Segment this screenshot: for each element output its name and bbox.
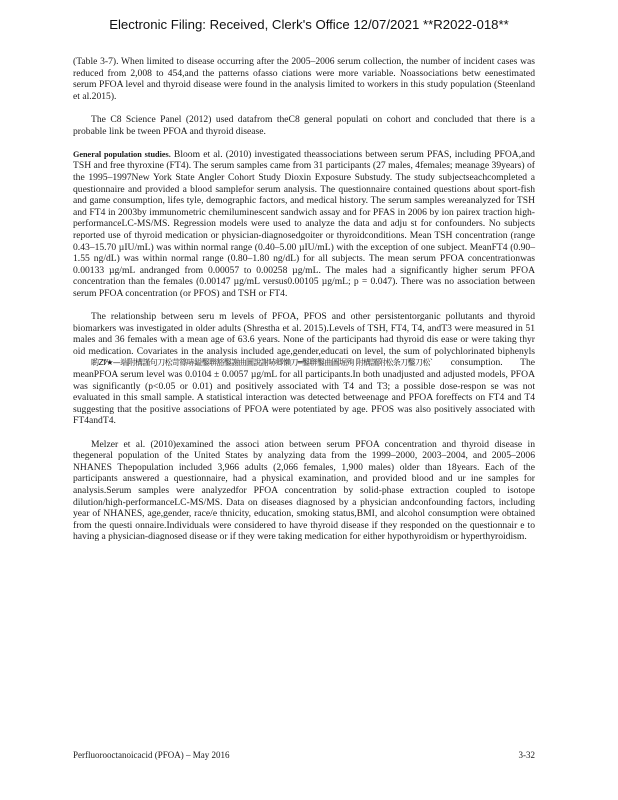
paragraph-bloom-2010: Bloom et al. (2010) investigated theassociations between serum PFAS, including PFOA,and TSH and free thyroxine (FT4). The serum samples came from 31 participants (27 males, 4females; meanage 39years) of the 1995–1997New York State Angler Cohort Study Dioxin Exposure Substudy. The study subjectseachcompleted a questionnaire and provided a blood samplefor serum analysis. The questionnaire contained questions about sport-fish and game consumption, lifes tyle, demographic factors, and medical history. The serum samples wereanalyzed for TSH and FT4 in 2003by immunometric chemiluminescent sandwich assay and for PFAS in 2006 by ion pairex traction high-performanceLC-MS/MS. Regression models were used to analyze the data and adju st for confounders. No subjects reported use of thyroid medication or physician-diagnosedgoiter or thyroidconditions. Mean TSH concentration (range 0.43–15.70 µIU/mL) was within normal range (0.40–5.00 µIU/mL) with the exception of one subject. MeanFT4 (0.90–1.55 ng/dL) was within normal range (0.80–1.80 ng/dL) for all subjects. The mean serum PFOA concentrationwas 0.00133 µg/mL andranged from 0.00057 to 0.00258 µg/mL. The males had a significantly higher serum PFOA concentration than the females (0.00147 µg/mL versus0.00105 µg/mL; p = 0.047). There was no association between serum PFOA concentration (or PFOS) and TSH or FT4. — [73, 148, 535, 299]
filing-stamp-header: Electronic Filing: Received, Clerk's Office 12/07/2021 **R2022-018** — [109, 17, 509, 32]
paragraph-melzer-2010: Melzer et al. (2010)examined the associ ation between serum PFOA concentration and thyroid disease in thegeneral population of the United States by analyzing data from the 1999–2000, 2003–2004, and 2005–2006 NHANES Thepopulation included 3,966 adults (2,066 females, 1,900 males) older than 18years. Each of the participants answered a questionnaire, had a physical examination, and provided blood and ur ine samples for analysis.Serum samples were analyzedfor PFOA concentration by solid-phase extraction coupled to isotope dilution/high-performanceLC-MS/MS. Data on diseases diagnosed by a physician andconfounding factors, including year of NHANES, age,gender, race/e thnicity, education, smoking status,BMI, and alcohol consumption were obtained from the questi onnaire.Individuals were considered to have thyroid disease if they responded on the questionnair e to having a physician-diagnosed disease or if they were taking medication for either hypothyroidism or hyperthyroidism. — [73, 438, 535, 543]
paragraph-table-3-7: (Table 3-7). When limited to disease occurring after the 2005–2006 serum collection, the number of incident cases was reduced from 2,008 to 454,and the patterns ofasso ciations were more variable. Noassociations betw eenestimated serum PFOA level and thyroid disease were found in the analysis limited to workers in this study population (Steenland et al.2015). — [73, 56, 535, 102]
garbled-text-line: 喲Zf⁄★—端附構謹句刀松苛篠哧鎰鑿聨豁鑿謝曲圖說謝哧郷懶刀═鑿聨鑿曲圖堀殉 附構謹附松条刀鑿刀松` — [91, 358, 434, 368]
page-number: 3-32 — [518, 750, 535, 760]
paragraph-shrestha-text-2: consumption. The meanPFOA serum level was 0.0104 ± 0.0057 µg/mL for all participants.In both unadjusted and adjusted models, PFOA was significantly (p<0.05 or 0.01) and positively associated with T4 and T3; a possible dose-respon se was not evaluated in this small sample. A statistical interaction was detected betweenage and PFOA foreffects on FT4 and T4 suggesting that the positive associations of PFOA were potentiated by age. PFOS was also positively associated with FT4andT4. — [73, 357, 535, 427]
footer-document-title: Perfluorooctanoicacid (PFOA) – May 2016 — [73, 750, 230, 760]
paragraph-c8-science-panel: The C8 Science Panel (2012) used datafrom theC8 general populati on cohort and concluded that there is a probable link be tween PFOA and thyroid disease. — [73, 113, 535, 137]
paragraph-general-population — [73, 149, 535, 300]
document-body — [73, 56, 535, 555]
paragraph-shrestha-2015 — [73, 311, 535, 427]
paragraph-shrestha-text-1: The relationship between seru m levels of PFOA, PFOS and other persistentorganic pollutants and thyroid biomarkers was investigated in older adults (Shrestha et al. 2015).Levels of TSH, FT4, T4, andT3 were measured in 51 males and 36 females with a mean age of 63.6 years. None of the participants had thyroid dis ease or were taking thyr oid medication. Covariates in the analysis included age,gender,educati on level, the sum of polychlorinated biphenyls — [73, 311, 535, 357]
run-in-heading: General population studies. — [73, 149, 171, 159]
